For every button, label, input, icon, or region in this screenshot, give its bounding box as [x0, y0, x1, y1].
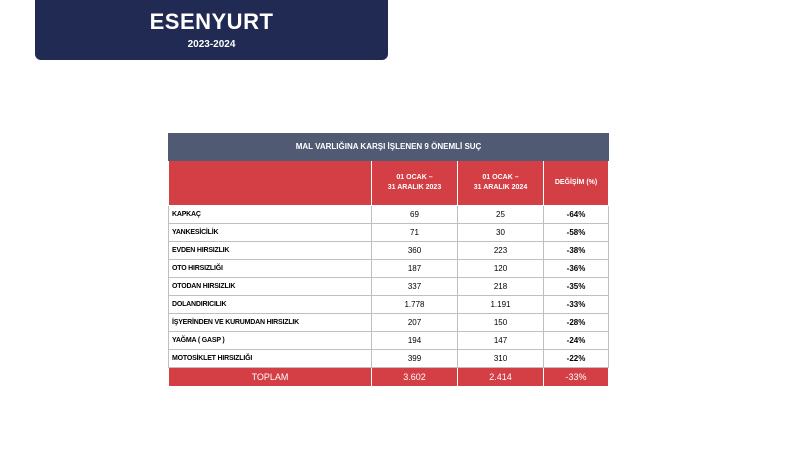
crime-name: DOLANDIRICILIK	[169, 296, 372, 314]
crime-name: MOTOSİKLET HIRSIZLIĞI	[169, 350, 372, 368]
title-banner	[35, 0, 388, 60]
total-change: -33%	[544, 368, 609, 387]
change-percent: -33%	[544, 296, 609, 314]
value-2023: 399	[372, 350, 458, 368]
header-2023-line2: 31 ARALIK 2023	[387, 184, 442, 191]
header-row	[169, 161, 609, 206]
value-2024: 147	[458, 332, 544, 350]
change-percent: -22%	[544, 350, 609, 368]
crime-name: İŞYERİNDEN VE KURUMDAN HIRSIZLIK	[169, 314, 372, 332]
table-row	[169, 224, 609, 242]
value-2024: 120	[458, 260, 544, 278]
change-percent: -36%	[544, 260, 609, 278]
crime-statistics-table	[168, 133, 609, 387]
value-2023: 207	[372, 314, 458, 332]
header-2023	[372, 161, 458, 206]
change-percent: -64%	[544, 206, 609, 224]
value-2023: 1.778	[372, 296, 458, 314]
table-row	[169, 350, 609, 368]
crime-name: EVDEN HIRSIZLIK	[169, 242, 372, 260]
value-2023: 69	[372, 206, 458, 224]
crime-name: YANKESİCİLİK	[169, 224, 372, 242]
total-row	[169, 368, 609, 387]
header-2024-line2: 31 ARALIK 2024	[473, 184, 528, 191]
table-row	[169, 242, 609, 260]
value-2024: 150	[458, 314, 544, 332]
crime-name: OTODAN HIRSIZLIK	[169, 278, 372, 296]
total-2024: 2.414	[458, 368, 544, 387]
crime-name: YAĞMA ( GASP )	[169, 332, 372, 350]
total-2023: 3.602	[372, 368, 458, 387]
table-title-row	[169, 134, 609, 161]
crime-name: OTO HIRSIZLIĞI	[169, 260, 372, 278]
table-row	[169, 278, 609, 296]
value-2024: 30	[458, 224, 544, 242]
value-2023: 194	[372, 332, 458, 350]
table-row	[169, 206, 609, 224]
table-row	[169, 314, 609, 332]
value-2023: 187	[372, 260, 458, 278]
header-2023-line1: 01 OCAK –	[396, 174, 433, 181]
table-row	[169, 296, 609, 314]
total-label: TOPLAM	[169, 368, 372, 387]
change-percent: -35%	[544, 278, 609, 296]
change-percent: -28%	[544, 314, 609, 332]
table-row	[169, 332, 609, 350]
change-percent: -24%	[544, 332, 609, 350]
table-title: MAL VARLIĞINA KARŞI İŞLENEN 9 ÖNEMLİ SUÇ	[169, 134, 609, 161]
value-2023: 337	[372, 278, 458, 296]
header-crime-type	[169, 161, 372, 206]
value-2024: 25	[458, 206, 544, 224]
crime-name: KAPKAÇ	[169, 206, 372, 224]
change-percent: -38%	[544, 242, 609, 260]
value-2023: 71	[372, 224, 458, 242]
table-row	[169, 260, 609, 278]
change-percent: -58%	[544, 224, 609, 242]
header-2024	[458, 161, 544, 206]
value-2024: 218	[458, 278, 544, 296]
page-title: ESENYURT	[149, 9, 274, 34]
value-2024: 310	[458, 350, 544, 368]
header-2024-line1: 01 OCAK –	[482, 174, 519, 181]
value-2023: 360	[372, 242, 458, 260]
page-subtitle: 2023-2024	[187, 39, 236, 50]
header-change: DEĞİŞİM (%)	[544, 161, 609, 206]
value-2024: 1.191	[458, 296, 544, 314]
value-2024: 223	[458, 242, 544, 260]
